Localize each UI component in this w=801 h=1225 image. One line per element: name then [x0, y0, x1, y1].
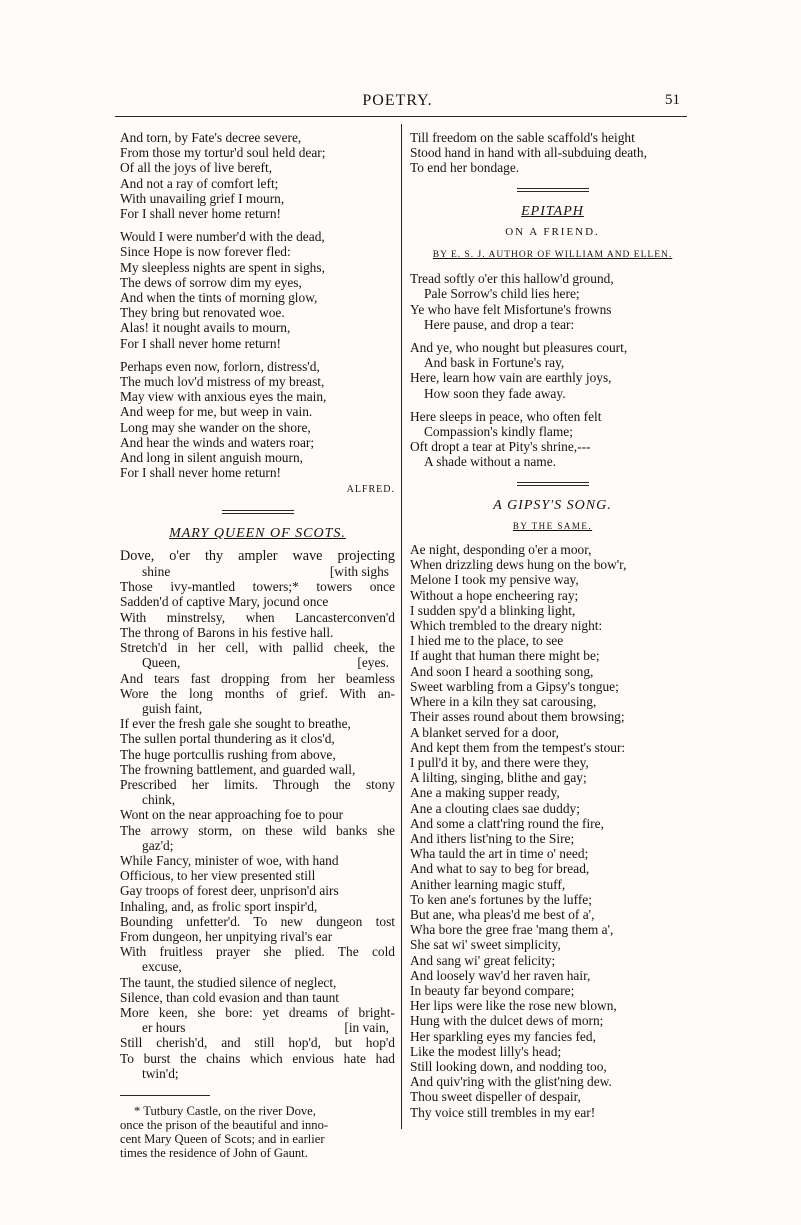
verse-line: They bring but renovated woe.	[120, 305, 285, 321]
verse-line: Ane a making supper ready,	[410, 785, 560, 801]
verse-line: But ane, wha pleas'd me best of a',	[410, 906, 595, 922]
verse-line: With unavailing grief I mourn,	[120, 190, 285, 206]
verse-line: Of all the joys of live bereft,	[120, 160, 273, 176]
verse-line: The dews of sorrow dim my eyes,	[120, 274, 302, 290]
verse-line: And long in silent anguish mourn,	[120, 450, 303, 466]
verse-line: Would I were number'd with the dead,	[120, 229, 325, 245]
verse-line: May view with anxious eyes the main,	[120, 389, 327, 405]
verse-line: Officious, to her view presented still	[120, 868, 316, 884]
verse-line: Still looking down, and nodding too,	[410, 1058, 607, 1074]
verse-line: Ane a clouting claes sae duddy;	[410, 800, 580, 816]
verse-line: For I shall never home return!	[120, 335, 282, 351]
verse-line: In beauty far beyond compare;	[410, 982, 575, 998]
verse-line: To end her bondage.	[410, 160, 520, 176]
verse-fragment: Queen,	[142, 655, 181, 671]
verse-line: And loosely wav'd her raven hair,	[410, 967, 591, 983]
verse-line: And bask in Fortune's ray,	[424, 355, 565, 371]
verse-line: And sang wi' great felicity;	[410, 952, 556, 968]
verse-carryover: [eyes.	[357, 655, 389, 671]
verse-line: Like the modest lilly's head;	[410, 1043, 562, 1059]
verse-line	[120, 1020, 395, 1035]
poem-title-epitaph: EPITAPH	[521, 203, 584, 219]
verse-line: If aught that human there might be;	[410, 648, 600, 664]
verse-line: From dungeon, her unpitying rival's ear	[120, 928, 333, 944]
verse-line: And quiv'ring with the glist'ning dew.	[410, 1074, 612, 1090]
verse-line	[120, 655, 395, 670]
stanza-gap	[410, 401, 695, 409]
left-column	[120, 130, 395, 1160]
poem-gipsy-song	[410, 542, 695, 1120]
verse-line: The throng of Barons in his festive hall.	[120, 624, 334, 640]
verse-line: Compassion's kindly flame;	[424, 424, 573, 440]
verse-line: Their asses round about them browsing;	[410, 709, 625, 725]
verse-line: Gay troops of forest deer, unprison'd airs	[120, 883, 339, 899]
verse-line: excuse,	[142, 959, 182, 975]
verse-line: When drizzling dews hung on the bow'r,	[410, 557, 627, 573]
poem-subtitle: ON A FRIEND.	[505, 225, 600, 238]
verse-line: The huge portcullis rushing from above,	[120, 746, 336, 762]
poem-mary-queen-end	[410, 130, 695, 176]
verse-line: If ever the fresh gale she sought to breathe,	[120, 716, 351, 732]
verse-line: And hear the winds and waters roar;	[120, 434, 315, 450]
verse-line: Melone I took my pensive way,	[410, 572, 579, 588]
verse-line: While Fancy, minister of woe, with hand	[120, 852, 339, 868]
poem-byline-gipsy: BY THE SAME.	[512, 520, 593, 531]
verse-line: A shade without a name.	[424, 454, 557, 470]
verse-line: How soon they fade away.	[424, 385, 566, 401]
verse-line: Silence, than cold evasion and than taunt	[120, 989, 340, 1005]
section-divider	[517, 188, 589, 192]
verse-line: And torn, by Fate's decree severe,	[120, 130, 302, 145]
verse-line: The arrowy storm, on these wild banks she	[120, 822, 395, 838]
verse-line: And kept them from the tempest's stour:	[410, 739, 626, 755]
verse-line: I pull'd it by, and there were they,	[410, 754, 589, 770]
verse-line: To burst the chains which envious hate had	[120, 1050, 395, 1066]
verse-line: Since Hope is now forever fled:	[120, 244, 291, 260]
poem-title-mary-queen: MARY QUEEN OF SCOTS.	[169, 525, 346, 541]
verse-line: Here sleeps in peace, who often felt	[410, 408, 602, 424]
verse-line: The much lov'd mistress of my breast,	[120, 374, 325, 390]
verse-line: Where in a kiln they sat carousing,	[410, 694, 597, 710]
verse-line: A blanket served for a door,	[410, 724, 559, 740]
verse-line: A lilting, singing, blithe and gay;	[410, 770, 587, 786]
verse-line: Prescribed her limits. Through the stony	[120, 776, 395, 792]
verse-line: gaz'd;	[142, 837, 174, 853]
poem-alfred	[120, 130, 395, 480]
verse-line: And when the tints of morning glow,	[120, 290, 318, 306]
poem-signature: ALFRED.	[346, 484, 395, 496]
verse-line: And weep for me, but weep in vain.	[120, 404, 313, 420]
footnote-rule	[120, 1095, 210, 1096]
poem-title-gipsy: A GIPSY'S SONG.	[493, 497, 612, 513]
header-rule	[115, 116, 687, 117]
stanza-gap	[120, 351, 395, 359]
section-divider	[517, 482, 589, 486]
verse-line: Wha tauld the art in time o' need;	[410, 846, 589, 862]
verse-line: Hung with the dulcet dews of morn;	[410, 1013, 604, 1029]
verse-line: Those ivy-mantled towers;* towers once	[120, 579, 395, 595]
verse-line: Wore the long months of grief. With an-	[120, 685, 395, 701]
verse-line: For I shall never home return!	[120, 465, 282, 481]
verse-line: Tread softly o'er this hallow'd ground,	[410, 271, 614, 287]
verse-line: With minstrelsy, when Lancasterconven'd	[120, 609, 395, 625]
verse-line: And some a clatt'ring round the fire,	[410, 815, 604, 831]
verse-line: twin'd;	[142, 1065, 179, 1081]
verse-line: Sadden'd of captive Mary, jocund once	[120, 594, 329, 610]
verse-line: And ye, who nought but pleasures court,	[410, 340, 628, 356]
verse-line: Which trembled to the dreary night:	[410, 618, 603, 634]
verse-line: Her lips were like the rose new blown,	[410, 998, 617, 1014]
verse-line: Still cherish'd, and still hop'd, but hop'd	[120, 1035, 395, 1051]
verse-line: guish faint,	[142, 700, 203, 716]
verse-line: Inhaling, and, as frolic sport inspir'd,	[120, 898, 318, 914]
footnote	[120, 1104, 395, 1160]
poem-mary-queen	[120, 549, 395, 1081]
verse-line: To ken ane's fortunes by the luffe;	[410, 891, 592, 907]
verse-line: Here, learn how vain are earthly joys,	[410, 370, 612, 386]
verse-line: Sweet warbling from a Gipsy's tongue;	[410, 678, 619, 694]
verse-line: And not a ray of comfort left;	[120, 175, 279, 191]
verse-line: The taunt, the studied silence of neglect,	[120, 974, 337, 990]
verse-line: More keen, she bore: yet dreams of bright-	[120, 1004, 395, 1020]
verse-line: She sat wi' sweet simplicity,	[410, 937, 561, 953]
verse-line: Wont on the near approaching foe to pour	[120, 807, 344, 823]
verse-line: Her sparkling eyes my fancies fed,	[410, 1028, 596, 1044]
verse-carryover: [with sighs	[329, 564, 389, 580]
verse-line: chink,	[142, 792, 176, 808]
verse-line: Dove, o'er thy ampler wave projecting	[120, 547, 395, 564]
verse-line: Anither learning magic stuff,	[410, 876, 566, 892]
verse-carryover: [in vain,	[344, 1020, 389, 1036]
poem-epitaph	[410, 271, 695, 469]
poem-byline: BY E. S. J. AUTHOR OF WILLIAM AND ELLEN.	[432, 250, 673, 261]
verse-line	[120, 564, 395, 579]
column-divider	[401, 124, 402, 1129]
verse-line: Pale Sorrow's child lies here;	[424, 286, 580, 302]
footnote-line: * Tutbury Castle, on the river Dove,	[134, 1103, 316, 1118]
verse-line: Till freedom on the sable scaffold's height	[410, 130, 635, 145]
verse-line: Perhaps even now, forlorn, distress'd,	[120, 358, 320, 374]
verse-line: The sullen portal thundering as it clos'd,	[120, 731, 335, 747]
page-number: 51	[665, 92, 680, 108]
verse-line: With fruitless prayer she plied. The cold	[120, 944, 395, 960]
verse-line: My sleepless nights are spent in sighs,	[120, 259, 325, 275]
verse-line: Without a hope encheering ray;	[410, 587, 579, 603]
stanza-gap	[410, 332, 695, 340]
verse-line: For I shall never home return!	[120, 206, 282, 222]
verse-line: Here pause, and drop a tear:	[424, 316, 575, 332]
footnote-line: times the residence of John of Gaunt.	[120, 1145, 308, 1160]
verse-line: Long may she wander on the shore,	[120, 419, 311, 435]
stanza-gap	[120, 221, 395, 229]
running-title: POETRY.	[362, 92, 433, 109]
verse-line: The frowning battlement, and guarded wall,	[120, 761, 356, 777]
page-header	[115, 92, 680, 116]
verse-line: Ye who have felt Misfortune's frowns	[410, 301, 612, 317]
verse-line: And tears fast dropping from her beamless	[120, 670, 395, 686]
verse-line: From those my tortur'd soul held dear;	[120, 145, 326, 161]
verse-line: Stood hand in hand with all-subduing death,	[410, 145, 647, 161]
verse-fragment: shine	[142, 564, 171, 580]
verse-line: Alas! it nought avails to mourn,	[120, 320, 291, 336]
footnote-line: cent Mary Queen of Scots; and in earlier	[120, 1131, 325, 1146]
verse-line: And ithers list'ning to the Sire;	[410, 830, 575, 846]
verse-line: Thou sweet dispeller of despair,	[410, 1089, 581, 1105]
section-divider	[222, 510, 294, 514]
footnote-line: once the prison of the beautiful and inno-	[120, 1117, 329, 1132]
right-column	[410, 130, 695, 1120]
verse-line: I sudden spy'd a blinking light,	[410, 602, 576, 618]
verse-line: Wha bore the gree frae 'mang them a',	[410, 922, 614, 938]
verse-fragment: er hours	[142, 1020, 186, 1036]
verse-line: Stretch'd in her cell, with pallid cheek, the	[120, 640, 395, 656]
verse-line: Ae night, desponding o'er a moor,	[410, 542, 592, 558]
verse-line: Bounding unfetter'd. To new dungeon tost	[120, 913, 395, 929]
verse-line: Thy voice still trembles in my ear!	[410, 1104, 596, 1120]
verse-line: And soon I heard a soothing song,	[410, 663, 594, 679]
verse-line: Oft dropt a tear at Pity's shrine,---	[410, 439, 591, 455]
verse-line: And what to say to beg for bread,	[410, 861, 590, 877]
verse-line: I hied me to the place, to see	[410, 633, 564, 649]
